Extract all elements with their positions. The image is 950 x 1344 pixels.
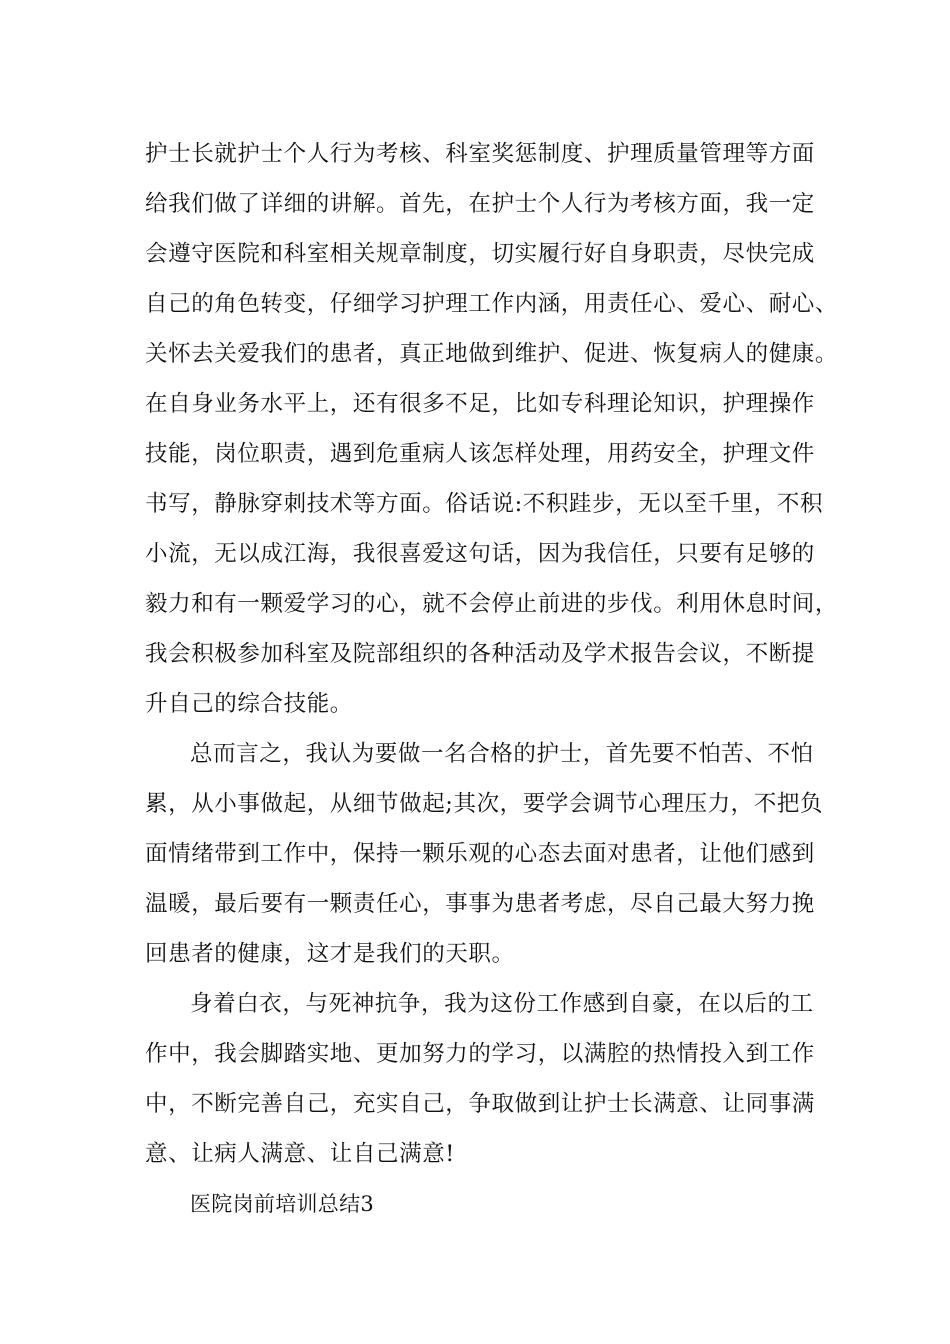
paragraph-line: 累，从小事做起，从细节做起;其次，要学会调节心理压力，不把负 — [145, 791, 824, 817]
paragraph-line: 在自身业务水平上，还有很多不足，比如专科理论知识，护理操作 — [145, 391, 815, 417]
paragraph-line: 书写，静脉穿刺技术等方面。俗话说:不积跬步，无以至千里，不积 — [145, 491, 824, 517]
paragraph-line: 面情绪带到工作中，保持一颗乐观的心态去面对患者，让他们感到 — [145, 841, 815, 867]
paragraph-line: 总而言之，我认为要做一名合格的护士，首先要不怕苦、不怕 — [190, 741, 814, 767]
paragraph-line: 毅力和有一颗爱学习的心，就不会停止前进的步伐。利用休息时间， — [145, 591, 839, 617]
paragraph-line: 作中，我会脚踏实地、更加努力的学习，以满腔的热情投入到工作 — [145, 1041, 815, 1067]
paragraph-3 — [145, 979, 825, 1179]
paragraph-line: 升自己的综合技能。 — [145, 691, 353, 717]
paragraph-line: 身着白衣，与死神抗争，我为这份工作感到自豪，在以后的工 — [190, 991, 814, 1017]
paragraph-line: 护士长就护士个人行为考核、科室奖惩制度、护理质量管理等方面 — [145, 141, 815, 167]
section-heading: 医院岗前培训总结3 — [190, 1192, 375, 1216]
paragraph-line: 温暖，最后要有一颗责任心，事事为患者考虑，尽自己最大努力挽 — [145, 891, 815, 917]
paragraph-line: 回患者的健康，这才是我们的天职。 — [145, 941, 515, 967]
paragraph-line: 关怀去关爱我们的患者，真正地做到维护、促进、恢复病人的健康。 — [145, 341, 839, 367]
paragraph-line: 会遵守医院和科室相关规章制度，切实履行好自身职责，尽快完成 — [145, 241, 815, 267]
document-body — [145, 129, 839, 1229]
paragraph-line: 意、让病人满意、让自己满意! — [145, 1141, 455, 1167]
paragraph-1 — [145, 129, 839, 729]
paragraph-line: 给我们做了详细的讲解。首先，在护士个人行为考核方面，我一定 — [145, 191, 815, 217]
paragraph-line: 小流，无以成江海，我很喜爱这句话，因为我信任，只要有足够的 — [145, 541, 815, 567]
paragraph-line: 中，不断完善自己，充实自己，争取做到让护士长满意、让同事满 — [145, 1091, 815, 1117]
paragraph-line: 技能，岗位职责，遇到危重病人该怎样处理，用药安全，护理文件 — [145, 441, 815, 467]
paragraph-2 — [145, 729, 825, 979]
paragraph-line: 我会积极参加科室及院部组织的各种活动及学术报告会议，不断提 — [145, 641, 815, 667]
paragraph-line: 自己的角色转变，仔细学习护理工作内涵，用责任心、爱心、耐心、 — [145, 291, 839, 317]
